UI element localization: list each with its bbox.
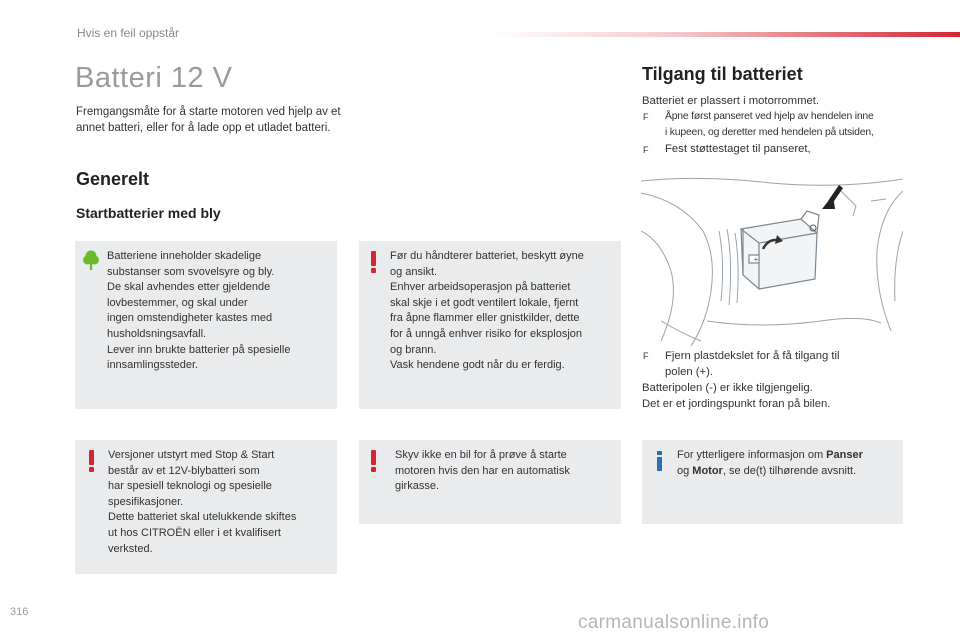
bullet-icon: F — [643, 145, 649, 155]
header-accent-bar — [490, 32, 960, 37]
subheading-lead-batteries: Startbatterier med bly — [76, 205, 221, 221]
warning-handling-text: Før du håndterer batteriet, beskytt øyne og ansikt. Enhver arbeidsoperasjon på batteriet skal skje i et godt ventilert lokale, fjernt fra åpne flammer eller gnistkilder, dette for å unngå enhver risiko for eksplosjon og brann. Vask hendene godt når du er ferdig. — [390, 250, 584, 372]
heading-access-battery: Tilgang til batteriet — [642, 64, 803, 84]
page-number: 316 — [10, 606, 29, 618]
step1-line1: Åpne først panseret ved hjelp av hendelen inne — [665, 111, 874, 122]
exclamation-icon — [369, 450, 377, 472]
warning-stopstart-box — [75, 440, 337, 574]
step2-text: Fest støttestaget til panseret, — [665, 143, 811, 155]
watermark: carmanualsonline.info — [578, 612, 770, 633]
step3-line2: polen (+). — [665, 366, 714, 378]
tree-icon — [83, 250, 99, 270]
info-link-motor: Motor — [692, 464, 723, 477]
note-negative-pole: Batteripolen (-) er ikke tilgjengelig. — [642, 382, 813, 394]
heading-generelt: Generelt — [76, 169, 150, 189]
engine-bay-drawing — [641, 171, 903, 346]
warning-push-text: Skyv ikke en bil for å prøve å starte motoren hvis den har en automatisk girkasse. — [395, 449, 570, 493]
eco-notice-box — [75, 241, 337, 409]
warning-handling-box — [359, 241, 621, 409]
step1-line2: i kupeen, og deretter med hendelen på utsiden, — [665, 127, 874, 138]
info-box — [642, 440, 903, 524]
warning-stopstart-text: Versjoner utstyrt med Stop & Start består av et 12V-blybatteri som har spesiell teknologi og spesielle spesifikasjoner. Dette batteriet skal utelukkende skiftes ut hos CITROËN eller i et kvalifisert verksted. — [108, 449, 297, 555]
battery-location-text: Batteriet er plassert i motorrommet. — [642, 95, 820, 107]
eco-notice-text: Batteriene inneholder skadelige substanser som svovelsyre og bly. De skal avhendes etter gjeldende lovbestemmer, og skal under ingen omstendigheter kastes med husholdsningsavfall. Lever inn brukte batterier på spesielle innsamlingssteder. — [107, 250, 291, 372]
info-text: For ytterligere informasjon om Panser og Motor, se de(t) tilhørende avsnitt. — [677, 449, 863, 477]
bullet-icon: F — [643, 112, 649, 122]
info-link-panser: Panser — [826, 449, 863, 461]
info-icon — [655, 451, 663, 471]
warning-push-box — [359, 440, 621, 524]
bullet-icon: F — [643, 351, 649, 361]
step3-line1: Fjern plastdekslet for å få tilgang til — [665, 350, 840, 362]
exclamation-icon — [369, 251, 377, 273]
exclamation-icon — [87, 450, 95, 472]
svg-text:+: + — [753, 255, 759, 264]
note-ground-point: Det er et jordingspunkt foran på bilen. — [642, 398, 831, 410]
battery-location-illustration — [641, 171, 903, 346]
intro-text: Fremgangsmåte for å starte motoren ved hjelp av et annet batteri, eller for å lade opp et utladet batteri. — [76, 106, 341, 134]
section-header: Hvis en feil oppstår — [77, 26, 180, 40]
page-title: Batteri 12 V — [75, 62, 233, 94]
